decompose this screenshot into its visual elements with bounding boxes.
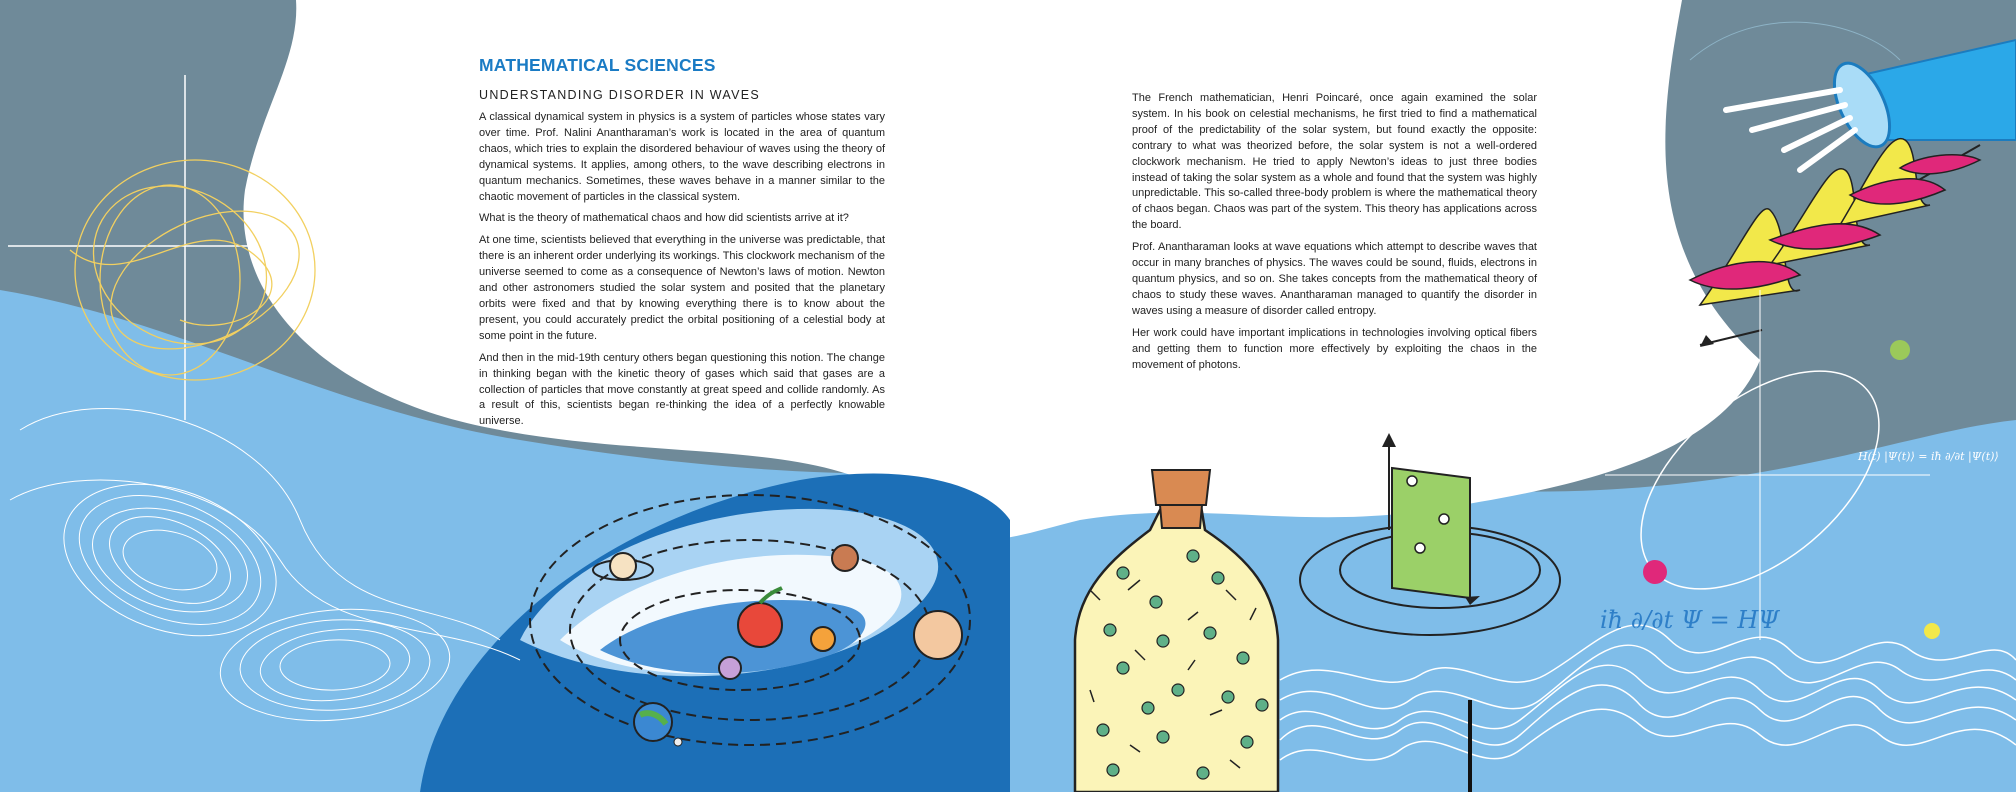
article-subtitle: UNDERSTANDING DISORDER IN WAVES xyxy=(479,88,761,102)
left-column xyxy=(479,55,885,436)
left-paragraph: And then in the mid-19th century others began questioning this notion. The change in thinking began with the kinetic theory of gases which said that gases are a collection of particles that move constantly at great speed and collide randomly. As a result of this, scientists began re-thinking the idea of a perfectly knowable universe. xyxy=(479,351,885,428)
right-column xyxy=(1132,91,1537,379)
right-paragraph: Her work could have important implications in technologies involving optical fibers and getting them to function more effectively by exploiting the chaos in the movement of photons. xyxy=(1132,326,1537,371)
section-title: MATHEMATICAL SCIENCES xyxy=(479,55,716,75)
left-paragraph: A classical dynamical system in physics is a system of particles whose states vary over time. Prof. Nalini Anantharaman’s work is located in the area of quantum chaos, which tries to explain the disordered behaviour of waves using the theory of dynamical systems. It applies, among others, to the wave describing electrons in quantum mechanics. Sometimes, these waves behave in a manner similar to the chaotic movement of particles in the classical system. xyxy=(479,111,885,203)
right-paragraph: Prof. Anantharaman looks at wave equations which attempt to describe waves that occur in many branches of physics. The waves could be sound, fluids, electrons in quantum physics, and so on. She takes concepts from the mathematical theory of chaos to study these waves. Anantharaman managed to quantify the disorder in waves using a measure of disorder called entropy. xyxy=(1132,241,1537,317)
schrodinger-equation-large: iħ ∂/∂t Ψ = HΨ xyxy=(1600,606,1780,634)
schrodinger-equation-small: H(t) |Ψ(t)⟩ = iħ ∂/∂t |Ψ(t)⟩ xyxy=(1858,450,1999,463)
left-paragraph: What is the theory of mathematical chaos and how did scientists arrive at it? xyxy=(479,212,849,225)
left-paragraph: At one time, scientists believed that everything in the universe was predictable, that there is an inherent order underlying its workings. This clockwork mechanism of the universe seemed to come as a consequence of Newton’s laws of motion. Newton and other astronomers studied the solar system and posited that the planetary orbits were fixed and that by knowing everything there is to know about the present, you could accurately predict the orbital positioning of a celestial body at some point in the future. xyxy=(479,234,885,342)
right-paragraph: The French mathematician, Henri Poincaré, once again examined the solar system. In his book on celestial mechanisms, he first tried to find a mathematical proof of the predictability of the solar system, but found exactly the opposite: contrary to what was theorized before, the solar system is not a well-ordered clockwork mechanism. He tried to apply Newton’s ideas to just three bodies instead of taking the solar system as a whole and found that the system was highly unpredictable. This so-called three-body problem is where the mathematical theory of chaos began. Chaos was part of the system. This theory has applications across the board. xyxy=(1132,92,1537,232)
